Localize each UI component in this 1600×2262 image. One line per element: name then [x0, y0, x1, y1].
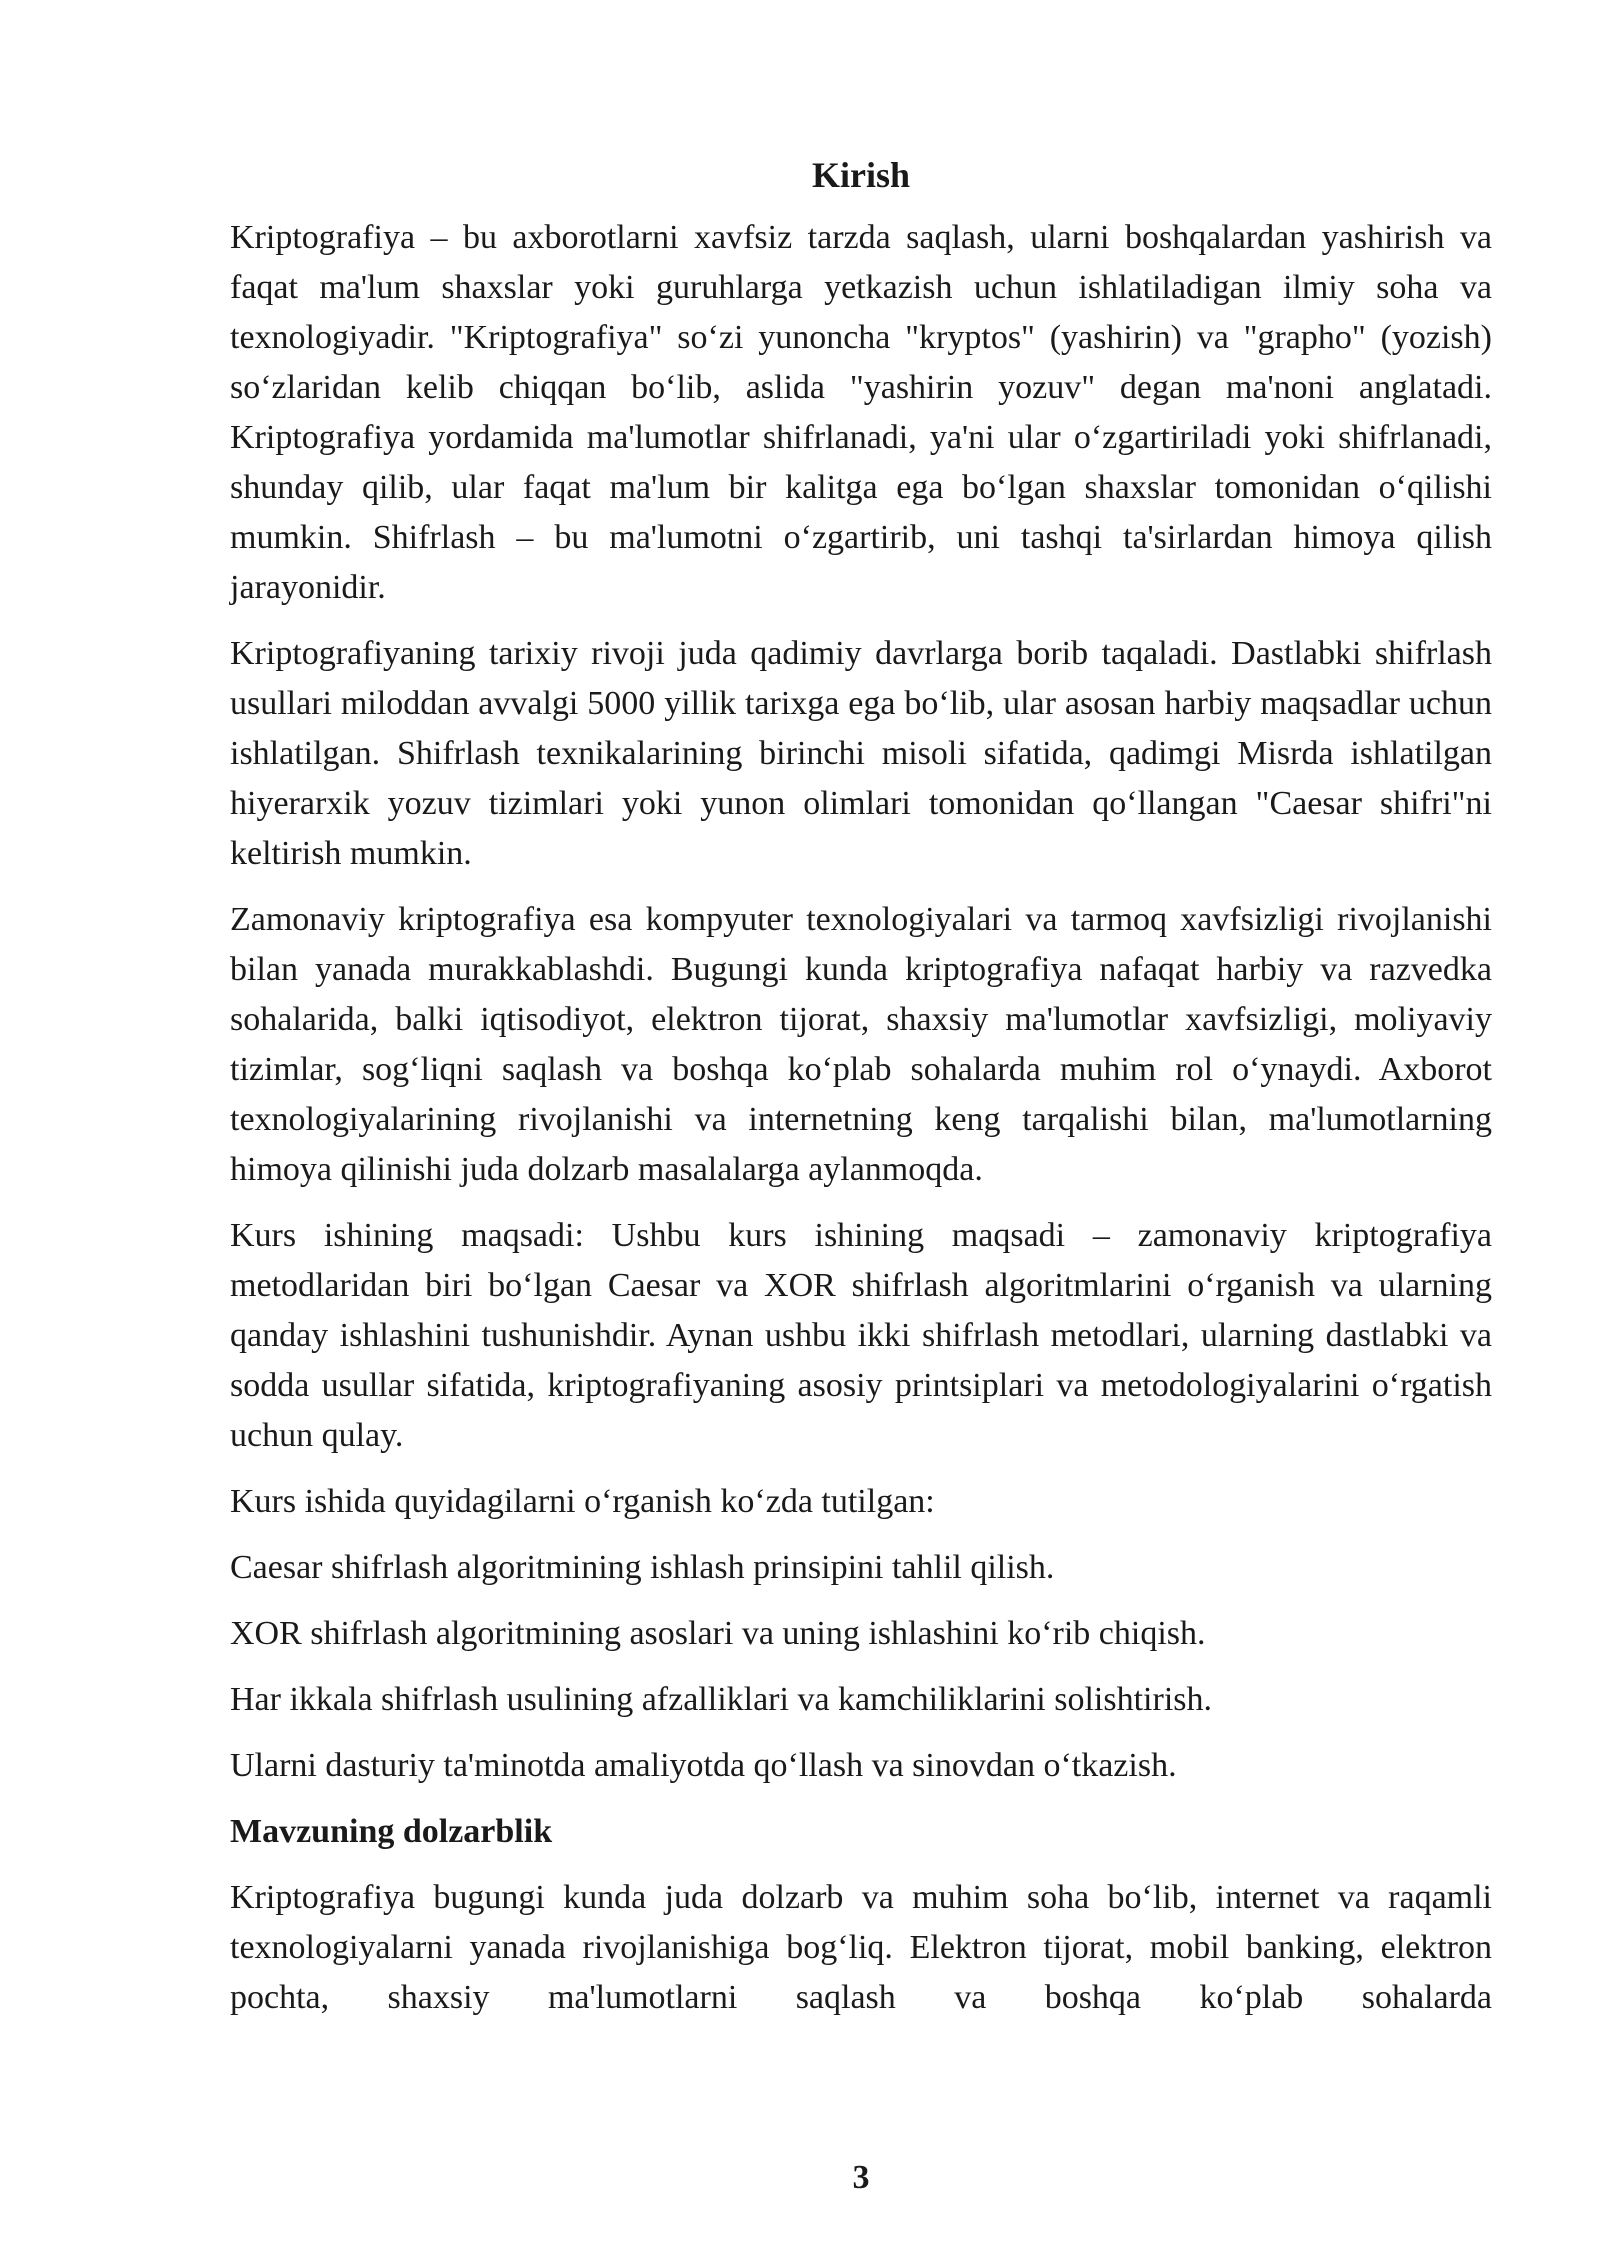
task-item-1: Caesar shifrlash algoritmining ishlash prinsipini tahlil qilish.	[230, 1549, 1055, 1586]
paragraph-intro-1: Kriptografiya – bu axborotlarni xavfsiz tarzda saqlash, ularni boshqalardan yashirish va faqat ma'lum shaxslar yoki guruhlarga yetkazish uchun ishlatiladigan ilmiy soha va texnologiyadir. "Kriptografiya" so‘zi yunoncha "kryptos" (yashirin) va "grapho" (yozish) so‘zlaridan kelib chiqqan bo‘lib, aslida "yashirin yozuv" degan ma'noni anglatadi. Kriptografiya yordamida ma'lumotlar shifrlanadi, ya'ni ular o‘zgartiriladi yoki shifrlanadi, shunday qilib, ular faqat ma'lum bir kalitga ega bo‘lgan shaxslar tomonidan o‘qilishi mumkin. Shifrlash – bu ma'lumotni o‘zgartirib, uni tashqi ta'sirlardan himoya qilish jarayonidir.	[230, 219, 1492, 606]
tasks-intro: Kurs ishida quyidagilarni o‘rganish ko‘zda tutilgan:	[230, 1483, 935, 1520]
paragraph-section: Kriptografiya bugungi kunda juda dolzarb va muhim soha bo‘lib, internet va raqamli texnologiyalarni yanada rivojlanishiga bog‘liq. Elektron tijorat, mobil banking, elektron pochta, shaxsiy ma'lumotlarni saqlash va boshqa ko‘plab sohalarda	[230, 1879, 1492, 2016]
task-item-4: Ularni dasturiy ta'minotda amaliyotda qo‘llash va sinovdan o‘tkazish.	[230, 1747, 1177, 1784]
paragraph-intro-4: Kurs ishining maqsadi: Ushbu kurs ishining maqsadi – zamonaviy kriptografiya metodlaridan biri bo‘lgan Caesar va XOR shifrlash algoritmlarini o‘rganish va ularning qanday ishlashini tushunishdir. Aynan ushbu ikki shifrlash metodlari, ularning dastlabki va sodda usullar sifatida, kriptografiyaning asosiy printsiplari va metodologiyalarini o‘rgatish uchun qulay.	[230, 1217, 1492, 1454]
page-number: 3	[852, 2159, 870, 2196]
paragraph-intro-2: Kriptografiyaning tarixiy rivoji juda qadimiy davrlarga borib taqaladi. Dastlabki shifrlash usullari miloddan avvalgi 5000 yillik tarixga ega bo‘lib, ular asosan harbiy maqsadlar uchun ishlatilgan. Shifrlash texnikalarining birinchi misoli sifatida, qadimgi Misrda ishlatilgan hiyerarxik yozuv tizimlari yoki yunon olimlari tomonidan qo‘llangan "Caesar shifri"ni keltirish mumkin.	[230, 635, 1492, 872]
page-title: Kirish	[811, 155, 910, 195]
paragraph-intro-3: Zamonaviy kriptografiya esa kompyuter texnologiyalari va tarmoq xavfsizligi rivojlanishi bilan yanada murakkablashdi. Bugungi kunda kriptografiya nafaqat harbiy va razvedka sohalarida, balki iqtisodiyot, elektron tijorat, shaxsiy ma'lumotlar xavfsizligi, moliyaviy tizimlar, sog‘liqni saqlash va boshqa ko‘plab sohalarda muhim rol o‘ynaydi. Axborot texnologiyalarining rivojlanishi va internetning keng tarqalishi bilan, ma'lumotlarning himoya qilinishi juda dolzarb masalalarga aylanmoqda.	[230, 901, 1492, 1188]
task-item-3: Har ikkala shifrlash usulining afzalliklari va kamchiliklarini solishtirish.	[230, 1681, 1212, 1718]
task-item-2: XOR shifrlash algoritmining asoslari va uning ishlashini ko‘rib chiqish.	[230, 1615, 1206, 1652]
section-heading: Mavzuning dolzarblik	[230, 1813, 553, 1850]
document-page	[230, 145, 1492, 2039]
